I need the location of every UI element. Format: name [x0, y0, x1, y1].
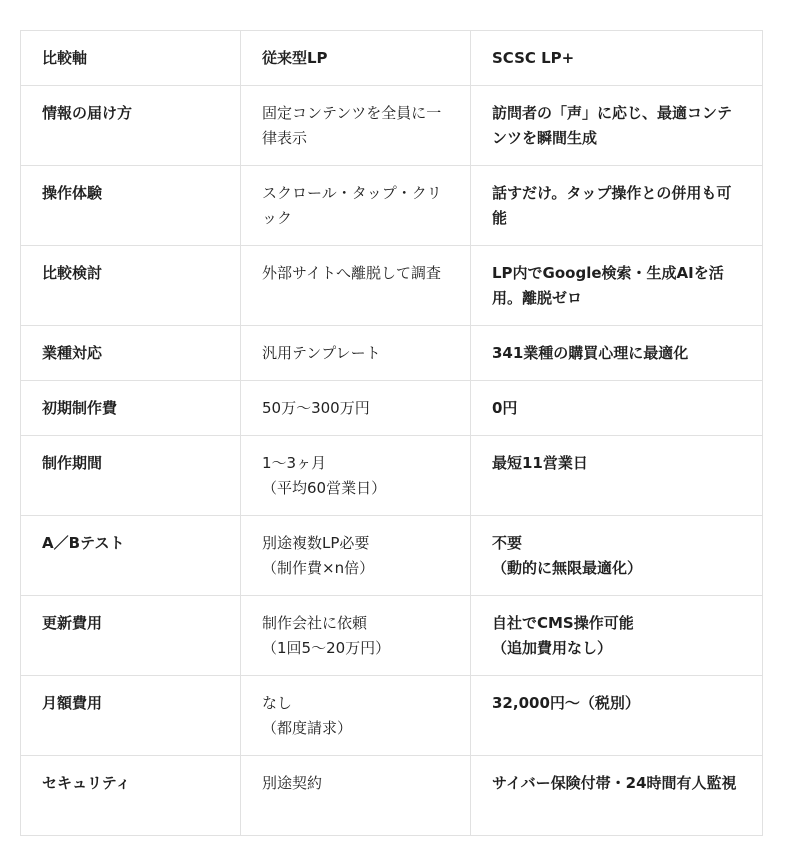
scsc-text: 不要 [492, 534, 523, 552]
scsc-cell [471, 676, 763, 756]
table-row [21, 326, 763, 381]
conventional-note: （1回5〜20万円） [262, 639, 391, 657]
header-conventional-cell: 従来型LP [241, 31, 471, 86]
scsc-text: 0円 [492, 399, 518, 417]
conventional-note: （都度請求） [262, 719, 353, 737]
conventional-cell [241, 246, 471, 326]
conventional-cell [241, 381, 471, 436]
axis-cell: 月額費用 [21, 676, 241, 756]
axis-cell: 制作期間 [21, 436, 241, 516]
table-row [21, 676, 763, 756]
header-axis-cell: 比較軸 [21, 31, 241, 86]
conventional-cell [241, 596, 471, 676]
scsc-cell [471, 436, 763, 516]
conventional-text: 汎用テンプレート [262, 344, 381, 362]
scsc-text: 話すだけ。タップ操作との併用も可能 [492, 184, 732, 227]
scsc-cell [471, 756, 763, 836]
comparison-table-container [20, 30, 762, 836]
comparison-table [20, 30, 763, 836]
table-header-row [21, 31, 763, 86]
scsc-cell [471, 596, 763, 676]
table-row [21, 596, 763, 676]
axis-cell: A／Bテスト [21, 516, 241, 596]
scsc-note: （動的に無限最適化） [492, 559, 643, 577]
scsc-cell [471, 326, 763, 381]
conventional-cell [241, 326, 471, 381]
axis-cell: 業種対応 [21, 326, 241, 381]
axis-cell: 情報の届け方 [21, 86, 241, 166]
scsc-cell [471, 166, 763, 246]
conventional-text: スクロール・タップ・クリック [262, 184, 442, 227]
table-row [21, 756, 763, 836]
axis-cell: 初期制作費 [21, 381, 241, 436]
header-scsc-cell: SCSC LP+ [471, 31, 763, 86]
scsc-cell [471, 381, 763, 436]
scsc-text: 訪問者の「声」に応じ、最適コンテンツを瞬間生成 [492, 104, 733, 147]
table-row [21, 436, 763, 516]
conventional-cell [241, 166, 471, 246]
scsc-text: 自社でCMS操作可能 [492, 614, 634, 632]
conventional-note: （平均60営業日） [262, 479, 387, 497]
conventional-text: 固定コンテンツを全員に一律表示 [262, 104, 442, 147]
scsc-note: （追加費用なし） [492, 639, 613, 657]
table-row [21, 166, 763, 246]
scsc-cell [471, 516, 763, 596]
table-row [21, 246, 763, 326]
conventional-text: 別途契約 [262, 774, 323, 792]
table-row [21, 381, 763, 436]
conventional-cell [241, 676, 471, 756]
axis-cell: 比較検討 [21, 246, 241, 326]
conventional-text: 50万〜300万円 [262, 399, 370, 417]
conventional-cell [241, 516, 471, 596]
conventional-cell [241, 756, 471, 836]
conventional-text: 1〜3ヶ月 [262, 454, 327, 472]
conventional-text: 外部サイトへ離脱して調査 [262, 264, 441, 282]
scsc-text: LP内でGoogle検索・生成AIを活用。離脱ゼロ [492, 264, 724, 307]
conventional-text: なし [262, 694, 293, 712]
conventional-text: 別途複数LP必要 [262, 534, 370, 552]
conventional-text: 制作会社に依頼 [262, 614, 368, 632]
conventional-note: （制作費×n倍） [262, 559, 375, 577]
axis-cell: 更新費用 [21, 596, 241, 676]
conventional-cell [241, 86, 471, 166]
scsc-text: サイバー保険付帯・24時間有人監視 [492, 774, 737, 792]
conventional-cell [241, 436, 471, 516]
axis-cell: セキュリティ [21, 756, 241, 836]
scsc-text: 最短11営業日 [492, 454, 588, 472]
scsc-cell [471, 86, 763, 166]
axis-cell: 操作体験 [21, 166, 241, 246]
table-row [21, 516, 763, 596]
scsc-text: 32,000円〜（税別） [492, 694, 640, 712]
scsc-cell [471, 246, 763, 326]
table-row [21, 86, 763, 166]
scsc-text: 341業種の購買心理に最適化 [492, 344, 689, 362]
